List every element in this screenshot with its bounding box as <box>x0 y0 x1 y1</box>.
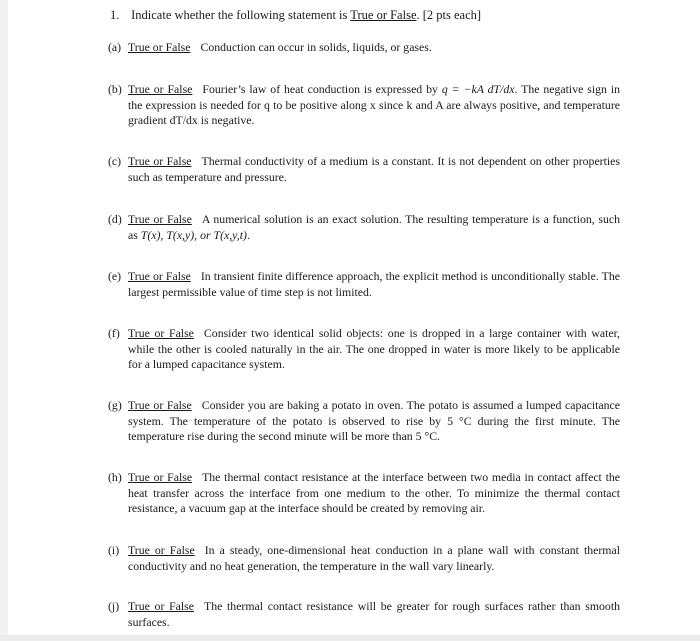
statement-label: (a) <box>108 40 122 54</box>
statement-label: (d) <box>108 212 122 226</box>
true-or-false-marker: True or False <box>128 269 191 283</box>
statement-i <box>108 543 620 574</box>
statement-label: (f) <box>108 326 120 340</box>
temperature-functions: T(x), T(x,y), or T(x,y,t) <box>140 227 247 242</box>
true-or-false-marker: True or False <box>128 599 194 613</box>
statement-label: (e) <box>108 269 122 283</box>
statement-text: The thermal contact resistance at the interface between two media in contact affect the heat transfer across the interface from one medium to the other. To minimize the thermal contact resistance, a vacuum gap at the interface should be created by removing air. <box>128 470 620 515</box>
statement-c <box>108 154 620 185</box>
true-or-false-marker: True or False <box>128 398 192 412</box>
statement-text: Conduction can occur in solids, liquids, or gases. <box>200 40 432 54</box>
statement-h <box>108 470 620 517</box>
true-or-false-marker: True or False <box>128 212 192 226</box>
fourier-formula: q = −kA dT/dx <box>441 82 515 96</box>
statement-label: (i) <box>108 543 120 557</box>
question-tf-phrase: True or False <box>350 8 417 22</box>
statement-label: (h) <box>108 470 122 484</box>
statement-b <box>108 82 620 129</box>
question-header <box>110 8 481 23</box>
statement-label: (j) <box>108 599 120 613</box>
statement-label: (c) <box>108 154 122 168</box>
statement-j <box>108 599 620 630</box>
statement-text: Consider two identical solid objects: one is dropped in a large container with water, while the other is cooled naturally in the air. The one dropped in water is more likely to be applicable for a lumped capacitance system. <box>128 326 621 371</box>
statement-text-cont: . The negative sign in the expression is needed for q to be positive along x since k and A are always positive, and temperature gradient dT/dx is negative. <box>128 82 620 127</box>
statement-g <box>108 398 620 445</box>
question-intro: Indicate whether the following statement is <box>131 8 351 22</box>
statement-text-cont: . <box>246 227 250 242</box>
statement-text: Thermal conductivity of a medium is a constant. It is not dependent on other properties such as temperature and pressure. <box>128 154 620 184</box>
true-or-false-marker: True or False <box>128 40 191 54</box>
true-or-false-marker: True or False <box>128 82 193 96</box>
statement-a <box>108 40 620 56</box>
statement-label: (b) <box>108 82 122 96</box>
page-edge <box>0 0 8 641</box>
question-number: 1. <box>110 8 120 22</box>
question-points: . [2 pts each] <box>416 8 482 22</box>
statement-text: The thermal contact resistance will be greater for rough surfaces rather than smooth surfaces. <box>128 599 620 629</box>
statement-text: In a steady, one-dimensional heat conduction in a plane wall with constant thermal conductivity and no heat generation, the temperature in the wall vary linearly. <box>128 543 621 573</box>
true-or-false-marker: True or False <box>128 470 193 484</box>
true-or-false-marker: True or False <box>128 154 192 168</box>
statement-text: Consider you are baking a potato in oven. The potato is assumed a lumped capacitance system. The temperature of the potato is observed to rise by 5 °C during the first minute. The temperature rise during the second minute will be more than 5 °C. <box>128 398 621 443</box>
statement-e <box>108 269 620 300</box>
statement-text: A numerical solution is an exact solution. The resulting temperature is a function, such as <box>128 212 620 242</box>
true-or-false-marker: True or False <box>128 326 194 340</box>
statement-text: Fourier’s law of heat conduction is expressed by <box>202 82 442 96</box>
true-or-false-marker: True or False <box>128 543 195 557</box>
statement-d <box>108 212 620 243</box>
page-bottom-edge <box>0 635 700 641</box>
statement-label: (g) <box>108 398 122 412</box>
statement-text: In transient finite difference approach, the explicit method is unconditionally stable. The largest permissible value of time step is not limited. <box>128 269 621 299</box>
statement-f <box>108 326 620 373</box>
